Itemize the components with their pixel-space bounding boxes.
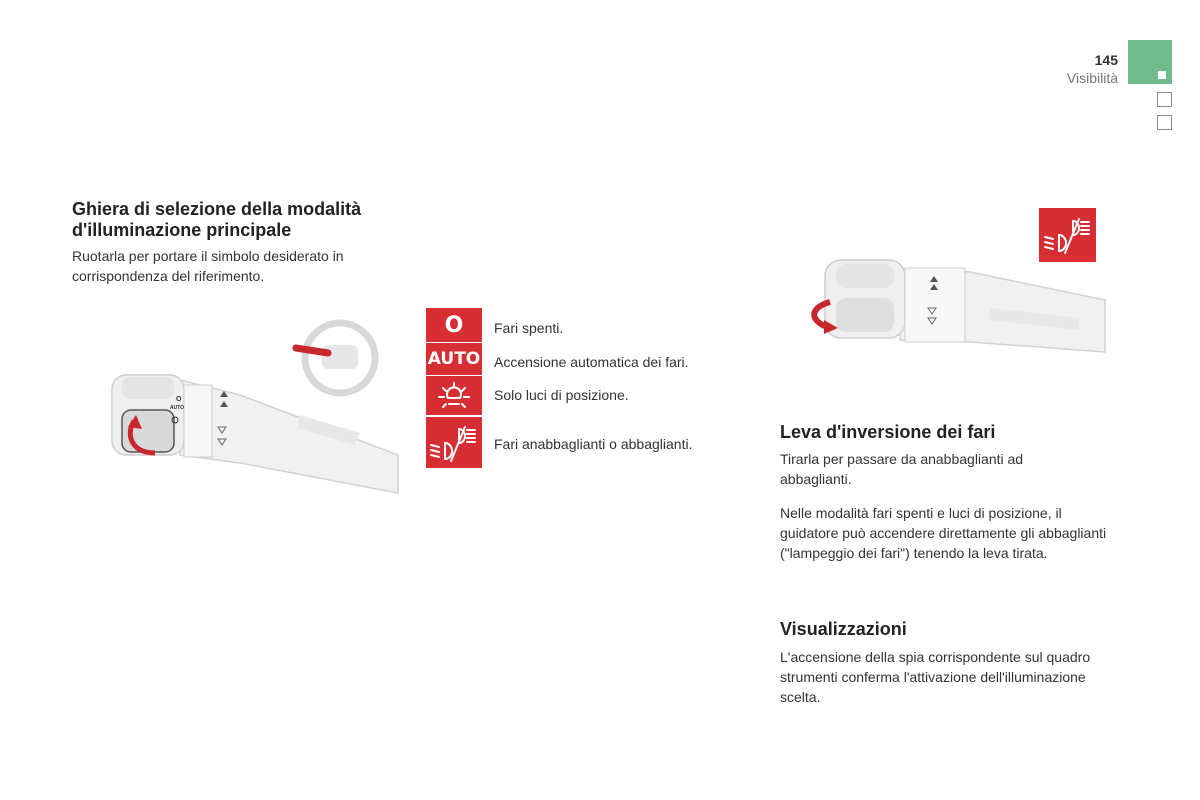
stalk-mark-off: O [176,396,182,403]
sidelights-icon [426,376,482,415]
mode-label-sidelights: Solo luci di posizione. [494,387,629,403]
headlamp-flash-paragraph: Nelle modalità fari spenti e luci di posizione, il guidatore può accendere direttamente gli abbaglianti ("lampeggio dei fari") tenendo la leva tirata. [780,505,1107,561]
steering-wheel-icon [296,323,375,393]
lighting-ring-heading: Ghiera di selezione della modalità d'illuminazione principale [72,199,362,240]
lighting-stalk-illustration [100,315,400,500]
auto-lights-icon: AUTO [426,343,482,375]
section-tab[interactable] [1157,92,1172,107]
stalk-mark-auto: AUTO [170,405,185,411]
mode-label-auto: Accensione automatica dei fari. [494,354,689,370]
beam-switch-stalk-illustration [800,250,1110,360]
lights-off-icon: O [426,308,482,342]
beam-lever-paragraph: Tirarla per passare da anabbaglianti ad abbaglianti. [780,451,1024,487]
dipped-main-beam-icon [426,417,482,468]
mode-label-off: Fari spenti. [494,320,564,336]
section-title: Visibilità [1066,70,1118,86]
displays-heading: Visualizzazioni [780,619,907,639]
section-tab[interactable] [1157,115,1172,130]
section-tab-marker [1158,71,1166,79]
mode-label-beams: Fari anabbaglianti o abbaglianti. [494,436,693,452]
displays-paragraph: L'accensione della spia corrispondente sul quadro strumenti conferma l'attivazione dell'illuminazione scelta. [780,649,1091,705]
lighting-ring-description: Ruotarla per portare il simbolo desiderato in corrispondenza del riferimento. [72,248,344,284]
beam-lever-heading: Leva d'inversione dei fari [780,422,996,442]
page-number: 145 [1094,52,1118,68]
